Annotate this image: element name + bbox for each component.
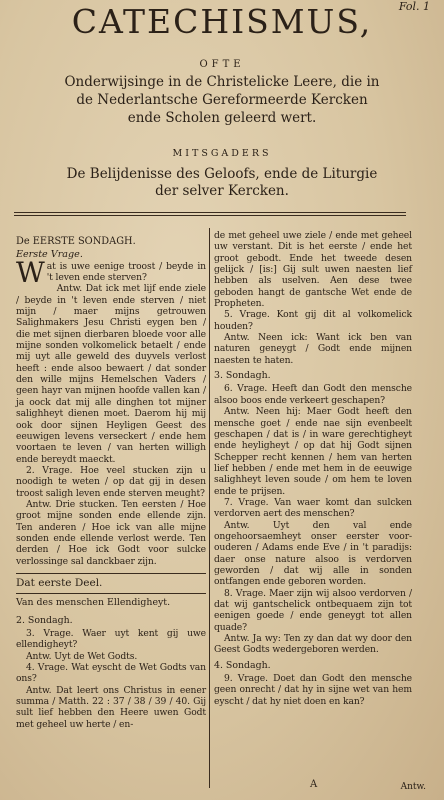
belijdenisse-title <box>30 166 414 200</box>
question-text: 2. Vrage. Hoe veel stucken zijn u noodigh te weten / op dat gij in desen troost saligh leven ende sterven meught? <box>16 464 206 499</box>
question-text: 6. Vrage. Heeft dan Godt den mensche alsoo boos ende verkeert geschapen? <box>214 383 412 406</box>
question-text: 3. Vrage. Waer uyt kent gij uwe ellendigheyt? <box>16 628 206 651</box>
ofte-line: OFTE <box>199 59 245 70</box>
answer-text: Antw. Ja wy: Ten zy dan dat wy door den Geest Godts wedergeboren werden. <box>214 633 412 656</box>
sondagh-heading: De EERSTE SONDAGH. <box>16 236 136 247</box>
vrage-heading: Eerste Vrage. <box>16 249 83 261</box>
left-column <box>16 230 206 730</box>
sondagh-heading: 4. Sondagh. <box>214 659 271 671</box>
mitsgaders-line: MITSGADERS <box>172 148 272 159</box>
deel-title: Dat eerste Deel. <box>16 573 206 594</box>
sondagh-heading: 3. Sondagh. <box>214 370 271 382</box>
subtitle-line: de Nederlantsche Gereformeerde Kercken <box>76 92 368 108</box>
top-rule <box>14 212 406 213</box>
answer-text: Antw. Neen hij: Maer Godt heeft den mensche goet / ende nae sijn evenbeelt geschapen / dat is / in ware gerechtigheyt ende heyligheyt / op dat hij Godt sijnen Schepper recht kennen / hem van herten lief hebben / ende met hem in de eeuwige salighheyt leven soude / om hem te loven ende te prijsen. <box>214 406 412 497</box>
question-text: 4. Vrage. Wat eyscht de Wet Godts van ons? <box>16 662 206 685</box>
column-divider <box>209 228 210 788</box>
belijdenisse-line: De Belijdenisse des Geloofs, ende de Liturgie <box>66 166 378 182</box>
answer-text: Antw. Drie stucken. Ten eersten / Hoe groot mijne sonden ende ellende zijn. Ten anderen / Hoe ick van alle mijne sonden ende ellende verlost werde. Ten derden / Hoe ick Godt voor sulcke verlossinge sal danckbaer zijn. <box>16 498 206 567</box>
folio-number: Fol. 1 <box>398 0 430 13</box>
sondagh-heading: 2. Sondagh. <box>16 614 73 626</box>
answer-text: Antw. Uyt den val ende ongehoorsaemheyt onser eerster voor-ouderen / Adams ende Eve / in 't paradijs: daer onse nature alsoo is verdorven geworden / dat wij alle in sonden ontfangen ende geboren worden. <box>214 519 412 588</box>
subtitle <box>14 73 430 127</box>
question-text: 5. Vrage. Kont gij dit al volkomelick houden? <box>214 309 412 332</box>
question-text: 9. Vrage. Doet dan Godt den mensche geen onrecht / dat hy in sijne wet van hem eyscht / dat hy niet doen en kan? <box>214 673 412 707</box>
question-text: 7. Vrage. Van waer komt dan sulcken verdorven aert des menschen? <box>214 496 412 520</box>
deel-subtitle: Van des menschen Ellendigheyt. <box>16 597 171 609</box>
answer-text: Antw. Dat ick met lijf ende ziele / beyde in 't leven ende sterven / niet mijn / maer mijns getrouwen Salighmakers Jesu Christi eygen ben / die met sijnen dierbaren bloede voor alle mijne sonden volkomelick betaelt / ende mij uyt alle geweld des duyvels verlost heeft : ende alsoo bewaert / dat sonder den wille mijns Hemelschen Vaders / geen hayr van mijnen hoofde vallen kan / ja oock dat mij alle dinghen tot mijner salighheyt dienen moet. Daerom hij mij ook door sijnen Heyligen Geest des eeuwigen levens verseckert / ende hem voortaen te leven / van herten willigh ende bereydt maeckt. <box>16 283 206 465</box>
subtitle-line: Onderwijsinge in de Christelicke Leere, die in <box>64 74 380 90</box>
page-title: CATECHISMUS, <box>71 2 373 41</box>
answer-text: Antw. Neen ick: Want ick ben van naturen geneygt / Godt ende mijnen naesten te haten. <box>214 332 412 366</box>
question-text: 8. Vrage. Maer zijn wij alsoo verdorven / dat wij gantschelick ontbequaem zijn tot eenigen goede / ende geneygt tot allen quade? <box>214 587 412 633</box>
question-text: Wat is uwe eenige troost / beyde in 't leven ende sterven? <box>16 255 206 289</box>
signature-mark: A <box>310 779 318 790</box>
answer-text: Antw. Dat leert ons Christus in eener summa / Matth. 22 : 37 / 38 / 39 / 40. Gij sult lief hebben den Heere uwen Godt met geheel uw herte / en- <box>16 684 206 730</box>
subtitle-line: ende Scholen geleerd wert. <box>127 110 317 126</box>
belijdenisse-line: der selver Kercken. <box>155 183 289 199</box>
continued-text: de met geheel uwe ziele / ende met geheel uw verstant. Dit is het eerste / ende het groot gebodt. Ende het tweede desen gelijck / [is:] Gij sult uwen naesten lief hebben als uselven. Aen dese twee geboden hangt de gantsche Wet ende de Propheten. <box>214 230 412 310</box>
answer-text: Antw. Uyt de Wet Godts. <box>26 650 138 662</box>
right-column <box>214 230 412 707</box>
top-rule-thin <box>14 215 406 216</box>
drop-initial: W <box>16 255 45 289</box>
catchword: Antw. <box>400 782 426 792</box>
